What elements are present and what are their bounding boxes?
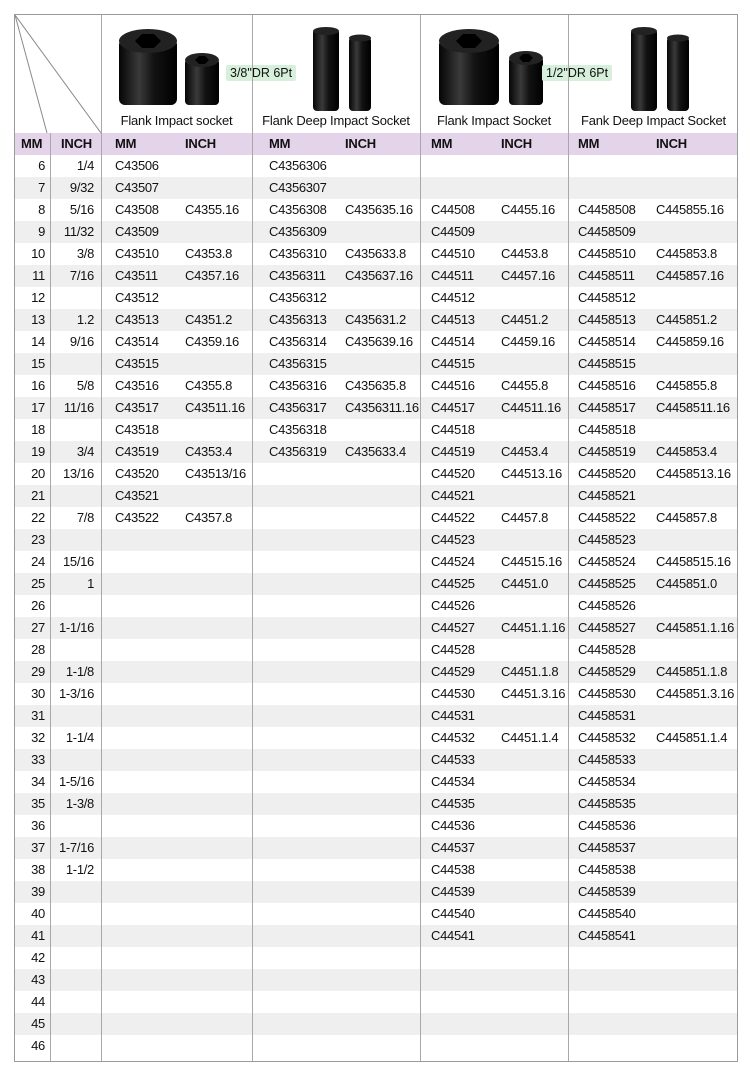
cell-38-inch: C4351.2 bbox=[185, 312, 233, 327]
cell-12d-inch: C445851.1.4 bbox=[656, 730, 728, 745]
cell-12d-mm: C4458526 bbox=[578, 598, 636, 613]
col-head-inch: INCH bbox=[61, 136, 92, 151]
cell-12d-inch: C445857.8 bbox=[656, 510, 717, 525]
table-row bbox=[15, 661, 738, 683]
cell-12-mm: C44527 bbox=[431, 620, 475, 635]
table-row bbox=[15, 529, 738, 551]
cell-inch: 1-7/16 bbox=[58, 840, 94, 855]
cell-38-mm: C43522 bbox=[115, 510, 159, 525]
cell-mm: 12 bbox=[31, 290, 45, 305]
cell-38d-mm: C4356319 bbox=[269, 444, 327, 459]
cell-12d-mm: C4458535 bbox=[578, 796, 636, 811]
cell-12-mm: C44533 bbox=[431, 752, 475, 767]
cell-12d-inch: C4458513.16 bbox=[656, 466, 731, 481]
cell-38d-mm: C4356316 bbox=[269, 378, 327, 393]
table-row bbox=[15, 749, 738, 771]
table-row bbox=[15, 925, 738, 947]
cell-mm: 8 bbox=[38, 202, 45, 217]
cell-inch: 1-3/16 bbox=[58, 686, 94, 701]
cell-inch: 15/16 bbox=[62, 554, 94, 569]
cell-12d-mm: C4458511 bbox=[578, 268, 635, 283]
cell-12d-mm: C4458538 bbox=[578, 862, 636, 877]
cell-38-inch: C4353.4 bbox=[185, 444, 233, 459]
cell-12-mm: C44523 bbox=[431, 532, 475, 547]
cell-mm: 32 bbox=[31, 730, 45, 745]
cell-mm: 14 bbox=[31, 334, 45, 349]
cell-12d-mm: C4458508 bbox=[578, 202, 636, 217]
socket-image-12-standard bbox=[435, 25, 547, 113]
table-row bbox=[15, 331, 738, 353]
cell-12d-inch: C445857.16 bbox=[656, 268, 724, 283]
drive-label-38: 3/8"DR 6Pt bbox=[226, 65, 296, 81]
cell-12-inch: C44511.16 bbox=[501, 400, 561, 415]
col-head-38-inch: INCH bbox=[185, 136, 216, 151]
cell-12-mm: C44534 bbox=[431, 774, 475, 789]
cell-12-mm: C44520 bbox=[431, 466, 475, 481]
table-row bbox=[15, 287, 738, 309]
cell-mm: 22 bbox=[31, 510, 45, 525]
cell-mm: 29 bbox=[31, 664, 45, 679]
cell-12-inch: C4451.2 bbox=[501, 312, 549, 327]
group-title-38-deep: Flank Deep Impact Socket bbox=[262, 113, 410, 128]
col-head-mm: MM bbox=[21, 136, 43, 151]
table-row bbox=[15, 727, 738, 749]
table-row bbox=[15, 309, 738, 331]
cell-38d-inch: C435639.16 bbox=[345, 334, 413, 349]
cell-38-mm: C43518 bbox=[115, 422, 159, 437]
cell-mm: 7 bbox=[38, 180, 45, 195]
cell-12d-mm: C4458513 bbox=[578, 312, 636, 327]
table-row bbox=[15, 617, 738, 639]
cell-12d-mm: C4458529 bbox=[578, 664, 636, 679]
cell-12-mm: C44540 bbox=[431, 906, 475, 921]
cell-38-inch: C4357.16 bbox=[185, 268, 239, 283]
cell-12-mm: C44515 bbox=[431, 356, 475, 371]
table-row bbox=[15, 903, 738, 925]
cell-38d-mm: C4356315 bbox=[269, 356, 327, 371]
col-head-12-inch: INCH bbox=[501, 136, 532, 151]
socket-image-12-deep bbox=[625, 25, 699, 115]
table-row bbox=[15, 859, 738, 881]
cell-inch: 13/16 bbox=[62, 466, 94, 481]
cell-mm: 10 bbox=[31, 246, 45, 261]
cell-mm: 16 bbox=[31, 378, 45, 393]
cell-inch: 3/4 bbox=[76, 444, 94, 459]
cell-mm: 34 bbox=[31, 774, 45, 789]
cell-mm: 37 bbox=[31, 840, 45, 855]
cell-12d-inch: C445851.1.8 bbox=[656, 664, 728, 679]
table-row bbox=[15, 419, 738, 441]
cell-38d-inch: C435633.4 bbox=[345, 444, 406, 459]
table-row bbox=[15, 793, 738, 815]
cell-12-inch: C4459.16 bbox=[501, 334, 555, 349]
cell-mm: 26 bbox=[31, 598, 45, 613]
cell-12-mm: C44530 bbox=[431, 686, 475, 701]
cell-38d-mm: C4356310 bbox=[269, 246, 327, 261]
cell-inch: 11/16 bbox=[63, 400, 94, 415]
cell-mm: 39 bbox=[31, 884, 45, 899]
table-row bbox=[15, 353, 738, 375]
cell-38-inch: C43513/16 bbox=[185, 466, 246, 481]
cell-38-inch: C43511.16 bbox=[185, 400, 245, 415]
cell-12-mm: C44532 bbox=[431, 730, 475, 745]
cell-12d-mm: C4458524 bbox=[578, 554, 636, 569]
drive-label-12: 1/2"DR 6Pt bbox=[542, 65, 612, 81]
cell-38d-mm: C4356306 bbox=[269, 158, 327, 173]
cell-inch: 11/32 bbox=[63, 224, 94, 239]
cell-12d-mm: C4458540 bbox=[578, 906, 636, 921]
table-row bbox=[15, 1035, 738, 1057]
cell-38-mm: C43512 bbox=[115, 290, 159, 305]
cell-12-mm: C44537 bbox=[431, 840, 475, 855]
cell-12-inch: C4455.8 bbox=[501, 378, 549, 393]
cell-38-mm: C43508 bbox=[115, 202, 159, 217]
table-row bbox=[15, 155, 738, 177]
cell-12d-mm: C4458512 bbox=[578, 290, 636, 305]
cell-12d-mm: C4458541 bbox=[578, 928, 636, 943]
cell-38d-mm: C4356313 bbox=[269, 312, 327, 327]
table-row bbox=[15, 837, 738, 859]
group-title-12-deep: Fank Deep Impact Socket bbox=[581, 113, 726, 128]
cell-12d-mm: C4458525 bbox=[578, 576, 636, 591]
cell-inch: 7/8 bbox=[76, 510, 94, 525]
cell-12d-inch: C4458515.16 bbox=[656, 554, 731, 569]
socket-image-38-standard bbox=[115, 25, 223, 113]
cell-inch: 1-1/8 bbox=[65, 664, 94, 679]
table-row bbox=[15, 441, 738, 463]
cell-38-mm: C43521 bbox=[115, 488, 159, 503]
cell-mm: 19 bbox=[31, 444, 45, 459]
table-row bbox=[15, 771, 738, 793]
cell-mm: 30 bbox=[31, 686, 45, 701]
grid-line bbox=[101, 15, 102, 1061]
cell-12d-mm: C4458527 bbox=[578, 620, 636, 635]
cell-12d-mm: C4458510 bbox=[578, 246, 636, 261]
cell-12-mm: C44521 bbox=[431, 488, 475, 503]
cell-mm: 21 bbox=[31, 488, 45, 503]
col-head-38d-inch: INCH bbox=[345, 136, 376, 151]
cell-mm: 20 bbox=[31, 466, 45, 481]
col-head-38-mm: MM bbox=[115, 136, 137, 151]
group-title-38-standard: Flank Impact socket bbox=[120, 113, 233, 128]
cell-12d-mm: C4458517 bbox=[578, 400, 636, 415]
cell-12-inch: C4451.1.16 bbox=[501, 620, 566, 635]
table-row bbox=[15, 177, 738, 199]
cell-12d-mm: C4458520 bbox=[578, 466, 636, 481]
cell-38d-mm: C4356314 bbox=[269, 334, 327, 349]
table-row bbox=[15, 485, 738, 507]
cell-38-mm: C43509 bbox=[115, 224, 159, 239]
cell-mm: 25 bbox=[31, 576, 45, 591]
cell-inch: 1.2 bbox=[76, 312, 94, 327]
cell-mm: 45 bbox=[31, 1016, 45, 1031]
cell-12d-mm: C4458515 bbox=[578, 356, 636, 371]
table-row bbox=[15, 969, 738, 991]
col-head-38d-mm: MM bbox=[269, 136, 291, 151]
cell-12-mm: C44529 bbox=[431, 664, 475, 679]
table-row bbox=[15, 397, 738, 419]
cell-12d-inch: C445853.8 bbox=[656, 246, 717, 261]
cell-mm: 38 bbox=[31, 862, 45, 877]
cell-38d-inch: C4356311.16 bbox=[345, 400, 419, 415]
cell-12-mm: C44538 bbox=[431, 862, 475, 877]
cell-12-inch: C4455.16 bbox=[501, 202, 555, 217]
table-row bbox=[15, 199, 738, 221]
cell-38-inch: C4359.16 bbox=[185, 334, 239, 349]
cell-inch: 1-5/16 bbox=[58, 774, 94, 789]
column-header-row bbox=[15, 133, 738, 155]
cell-38d-inch: C435637.16 bbox=[345, 268, 413, 283]
cell-mm: 18 bbox=[31, 422, 45, 437]
cell-38-mm: C43513 bbox=[115, 312, 159, 327]
cell-12-mm: C44539 bbox=[431, 884, 475, 899]
socket-catalog-table bbox=[14, 14, 738, 1062]
table-row bbox=[15, 551, 738, 573]
col-head-12d-mm: MM bbox=[578, 136, 600, 151]
cell-12d-inch: C445851.3.16 bbox=[656, 686, 735, 701]
cell-12d-mm: C4458530 bbox=[578, 686, 636, 701]
cell-38-inch: C4357.8 bbox=[185, 510, 233, 525]
cell-mm: 15 bbox=[31, 356, 45, 371]
cell-12-mm: C44519 bbox=[431, 444, 475, 459]
cell-12d-inch: C445851.1.16 bbox=[656, 620, 735, 635]
table-row bbox=[15, 683, 738, 705]
cell-12-mm: C44509 bbox=[431, 224, 475, 239]
cell-inch: 5/16 bbox=[69, 202, 94, 217]
cell-mm: 31 bbox=[31, 708, 45, 723]
table-row bbox=[15, 639, 738, 661]
cell-12-mm: C44522 bbox=[431, 510, 475, 525]
table-row bbox=[15, 573, 738, 595]
cell-12-mm: C44526 bbox=[431, 598, 475, 613]
cell-38d-inch: C435635.8 bbox=[345, 378, 406, 393]
cell-12d-mm: C4458519 bbox=[578, 444, 636, 459]
cell-12-inch: C44513.16 bbox=[501, 466, 562, 481]
cell-12d-mm: C4458533 bbox=[578, 752, 636, 767]
cell-inch: 1/4 bbox=[76, 158, 94, 173]
cell-38-mm: C43519 bbox=[115, 444, 159, 459]
table-row bbox=[15, 375, 738, 397]
cell-12d-inch: C4458511.16 bbox=[656, 400, 730, 415]
cell-12-inch: C4451.3.16 bbox=[501, 686, 566, 701]
table-row bbox=[15, 705, 738, 727]
table-row bbox=[15, 243, 738, 265]
cell-38-mm: C43515 bbox=[115, 356, 159, 371]
cell-12d-mm: C4458536 bbox=[578, 818, 636, 833]
cell-mm: 46 bbox=[31, 1038, 45, 1053]
cell-mm: 35 bbox=[31, 796, 45, 811]
socket-image-38-deep bbox=[307, 25, 381, 115]
table-row bbox=[15, 881, 738, 903]
cell-12-inch: C4453.4 bbox=[501, 444, 549, 459]
col-head-12d-inch: INCH bbox=[656, 136, 687, 151]
table-row bbox=[15, 991, 738, 1013]
cell-38-mm: C43507 bbox=[115, 180, 159, 195]
cell-38-inch: C4355.8 bbox=[185, 378, 233, 393]
cell-12d-mm: C4458528 bbox=[578, 642, 636, 657]
cell-mm: 27 bbox=[31, 620, 45, 635]
cell-12-inch: C4453.8 bbox=[501, 246, 549, 261]
cell-12-mm: C44512 bbox=[431, 290, 475, 305]
cell-12d-mm: C4458537 bbox=[578, 840, 636, 855]
cell-inch: 1-1/16 bbox=[58, 620, 94, 635]
cell-inch: 1-1/4 bbox=[65, 730, 94, 745]
cell-12d-inch: C445859.16 bbox=[656, 334, 724, 349]
cell-inch: 1-3/8 bbox=[65, 796, 94, 811]
table-row bbox=[15, 815, 738, 837]
cell-12-inch: C44515.16 bbox=[501, 554, 562, 569]
cell-12d-mm: C4458518 bbox=[578, 422, 636, 437]
cell-38-mm: C43511 bbox=[115, 268, 158, 283]
cell-12-mm: C44511 bbox=[431, 268, 474, 283]
cell-mm: 33 bbox=[31, 752, 45, 767]
table-row bbox=[15, 507, 738, 529]
group-title-12-standard: Flank Impact Socket bbox=[437, 113, 551, 128]
cell-38d-inch: C435635.16 bbox=[345, 202, 413, 217]
cell-12d-mm: C4458539 bbox=[578, 884, 636, 899]
grid-line bbox=[420, 15, 421, 1061]
cell-mm: 42 bbox=[31, 950, 45, 965]
cell-12d-mm: C4458534 bbox=[578, 774, 636, 789]
cell-mm: 44 bbox=[31, 994, 45, 1009]
cell-12-inch: C4457.8 bbox=[501, 510, 549, 525]
cell-12-mm: C44535 bbox=[431, 796, 475, 811]
cell-12-mm: C44513 bbox=[431, 312, 475, 327]
cell-12-inch: C4451.1.8 bbox=[501, 664, 559, 679]
cell-mm: 9 bbox=[38, 224, 45, 239]
cell-38d-mm: C4356309 bbox=[269, 224, 327, 239]
cell-12-mm: C44508 bbox=[431, 202, 475, 217]
cell-38d-mm: C4356312 bbox=[269, 290, 327, 305]
cell-38-mm: C43510 bbox=[115, 246, 159, 261]
cell-38d-mm: C4356308 bbox=[269, 202, 327, 217]
cell-12-mm: C44536 bbox=[431, 818, 475, 833]
cell-38-mm: C43520 bbox=[115, 466, 159, 481]
cell-mm: 28 bbox=[31, 642, 45, 657]
grid-line bbox=[568, 15, 569, 1061]
table-row bbox=[15, 221, 738, 243]
cell-12-inch: C4457.16 bbox=[501, 268, 555, 283]
cell-38-mm: C43506 bbox=[115, 158, 159, 173]
cell-inch: 3/8 bbox=[76, 246, 94, 261]
cell-mm: 17 bbox=[31, 400, 45, 415]
cell-mm: 13 bbox=[31, 312, 45, 327]
cell-38d-inch: C435631.2 bbox=[345, 312, 406, 327]
cell-38d-inch: C435633.8 bbox=[345, 246, 406, 261]
cell-12d-inch: C445851.2 bbox=[656, 312, 717, 327]
cell-mm: 41 bbox=[31, 928, 45, 943]
table-row bbox=[15, 947, 738, 969]
col-head-12-mm: MM bbox=[431, 136, 453, 151]
cell-inch: 1 bbox=[87, 576, 94, 591]
cell-inch: 9/16 bbox=[69, 334, 94, 349]
cell-12-mm: C44531 bbox=[431, 708, 475, 723]
cell-mm: 43 bbox=[31, 972, 45, 987]
cell-38-mm: C43517 bbox=[115, 400, 159, 415]
cell-12d-inch: C445853.4 bbox=[656, 444, 717, 459]
cell-12d-mm: C4458522 bbox=[578, 510, 636, 525]
cell-38-inch: C4353.8 bbox=[185, 246, 233, 261]
cell-12-inch: C4451.0 bbox=[501, 576, 549, 591]
cell-38-mm: C43516 bbox=[115, 378, 159, 393]
cell-mm: 23 bbox=[31, 532, 45, 547]
cell-12-inch: C4451.1.4 bbox=[501, 730, 559, 745]
cell-12-mm: C44541 bbox=[431, 928, 475, 943]
table-row bbox=[15, 595, 738, 617]
cell-inch: 7/16 bbox=[69, 268, 94, 283]
cell-12d-mm: C4458532 bbox=[578, 730, 636, 745]
cell-mm: 6 bbox=[38, 158, 45, 173]
cell-12-mm: C44518 bbox=[431, 422, 475, 437]
cell-12-mm: C44528 bbox=[431, 642, 475, 657]
cell-12-mm: C44525 bbox=[431, 576, 475, 591]
cell-38d-mm: C4356318 bbox=[269, 422, 327, 437]
cell-38d-mm: C4356311 bbox=[269, 268, 326, 283]
cell-mm: 36 bbox=[31, 818, 45, 833]
cell-mm: 24 bbox=[31, 554, 45, 569]
cell-38d-mm: C4356317 bbox=[269, 400, 327, 415]
table-row bbox=[15, 1013, 738, 1035]
cell-inch: 5/8 bbox=[76, 378, 94, 393]
table-row bbox=[15, 463, 738, 485]
cell-inch: 1-1/2 bbox=[65, 862, 94, 877]
cell-12-mm: C44517 bbox=[431, 400, 475, 415]
cell-mm: 11 bbox=[32, 268, 45, 283]
cell-12d-mm: C4458514 bbox=[578, 334, 636, 349]
cell-12d-mm: C4458509 bbox=[578, 224, 636, 239]
grid-line bbox=[252, 15, 253, 1061]
cell-mm: 40 bbox=[31, 906, 45, 921]
table-row bbox=[15, 265, 738, 287]
cell-12d-mm: C4458523 bbox=[578, 532, 636, 547]
cell-12-mm: C44516 bbox=[431, 378, 475, 393]
table-header bbox=[15, 15, 738, 133]
cell-12d-inch: C445855.8 bbox=[656, 378, 717, 393]
cell-12-mm: C44524 bbox=[431, 554, 475, 569]
cell-38-mm: C43514 bbox=[115, 334, 159, 349]
cell-12-mm: C44510 bbox=[431, 246, 475, 261]
grid-line bbox=[50, 133, 51, 1061]
cell-12-mm: C44514 bbox=[431, 334, 475, 349]
cell-12d-inch: C445851.0 bbox=[656, 576, 717, 591]
cell-38-inch: C4355.16 bbox=[185, 202, 239, 217]
cell-12d-mm: C4458521 bbox=[578, 488, 636, 503]
cell-12d-mm: C4458531 bbox=[578, 708, 636, 723]
cell-12d-inch: C445855.16 bbox=[656, 202, 724, 217]
corner-diagonal bbox=[15, 15, 101, 133]
cell-12d-mm: C4458516 bbox=[578, 378, 636, 393]
cell-inch: 9/32 bbox=[69, 180, 94, 195]
cell-38d-mm: C4356307 bbox=[269, 180, 327, 195]
